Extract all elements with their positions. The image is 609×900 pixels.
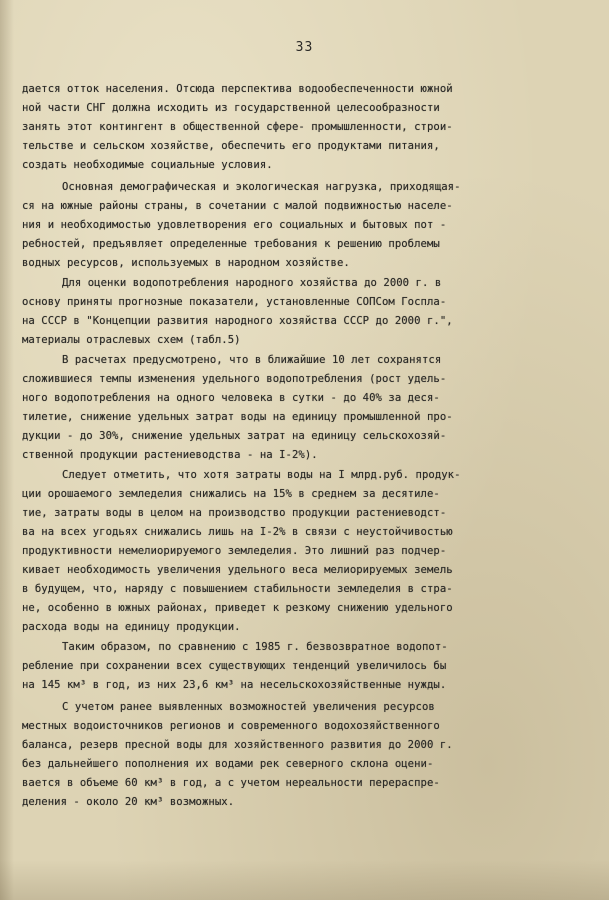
text-line: сложившиеся темпы изменения удельного водопотребления (рост удель-: [22, 373, 447, 385]
text-line: ребностей, предъявляет определенные требования к решению проблемы: [22, 238, 440, 250]
text-line: тилетие, снижение удельных затрат воды на единицу промышленной про-: [22, 411, 453, 423]
text-line: дается отток населения. Отсюда перспектива водообеспеченности южной: [22, 83, 453, 95]
text-line: расхода воды на единицу продукции.: [22, 621, 241, 633]
text-line: тельстве и сельском хозяйстве, обеспечить его продуктами питания,: [22, 140, 440, 152]
text-line: на СССР в "Концепции развития народного хозяйства СССР до 2000 г.",: [22, 315, 453, 327]
text-line: на 145 км³ в год, из них 23,6 км³ на несельскохозяйственные нужды.: [22, 679, 447, 691]
text-line: ной части СНГ должна исходить из государственной целесообразности: [22, 102, 440, 114]
text-line: вается в объеме 60 км³ в год, а с учетом нереальности перераспре-: [22, 777, 440, 789]
text-line: Следует отметить, что хотя затраты воды на I млрд.руб. продук-: [62, 469, 461, 481]
text-line: водных ресурсов, используемых в народном хозяйстве.: [22, 257, 350, 269]
text-line: материалы отраслевых схем (табл.5): [22, 334, 241, 346]
text-line: ся на южные районы страны, в сочетании с малой подвижностью населе-: [22, 200, 453, 212]
text-line: основу приняты прогнозные показатели, установленные СОПСом Госпла-: [22, 296, 447, 308]
page-number: 33: [295, 40, 314, 55]
text-line: в будущем, что, наряду с повышением стабильности земледелия в стра-: [22, 583, 453, 595]
text-line: тие, затраты воды в целом на производство продукции растениеводст-: [22, 507, 447, 519]
page-edge-shadow: [0, 0, 14, 900]
text-line: С учетом ранее выявленных возможностей увеличения ресурсов: [62, 701, 435, 713]
text-line: В расчетах предусмотрено, что в ближайшие 10 лет сохранятся: [62, 354, 442, 366]
text-line: баланса, резерв пресной воды для хозяйственного развития до 2000 г.: [22, 739, 453, 751]
text-line: продуктивности немелиорируемого земледелия. Это лишний раз подчер-: [22, 545, 447, 557]
text-line: ния и необходимостью удовлетворения его социальных и бытовых пот -: [22, 219, 447, 231]
text-line: ребление при сохранении всех существующих тенденций увеличилось бы: [22, 660, 447, 672]
text-line: занять этот контингент в общественной сфере- промышленности, строи-: [22, 121, 453, 133]
text-line: ва на всех угодьях снижались лишь на I-2% в связи с неустойчивостью: [22, 526, 453, 538]
text-line: ственной продукции растениеводства - на I-2%).: [22, 449, 318, 461]
page-bottom-shadow: [0, 860, 609, 900]
text-line: Для оценки водопотребления народного хозяйства до 2000 г. в: [62, 277, 442, 289]
text-line: Таким образом, по сравнению с 1985 г. безвозвратное водопот-: [62, 641, 448, 653]
text-line: дукции - до 30%, снижение удельных затрат на единицу сельскохозяй-: [22, 430, 447, 442]
text-line: ного водопотребления на одного человека в сутки - до 40% за деся-: [22, 392, 440, 404]
text-line: деления - около 20 км³ возможных.: [22, 796, 235, 808]
text-line: кивает необходимость увеличения удельного веса мелиорируемых земель: [22, 564, 453, 576]
text-line: не, особенно в южных районах, приведет к резкому снижению удельного: [22, 602, 453, 614]
text-line: без дальнейшего пополнения их водами рек северного склона оцени-: [22, 758, 434, 770]
text-line: создать необходимые социальные условия.: [22, 159, 273, 171]
text-line: местных водоисточников регионов и современного водохозяйственного: [22, 720, 440, 732]
text-line: ции орошаемого земледелия снижались на 15% в среднем за десятиле-: [22, 488, 440, 500]
text-line: Основная демографическая и экологическая нагрузка, приходящая-: [62, 181, 461, 193]
